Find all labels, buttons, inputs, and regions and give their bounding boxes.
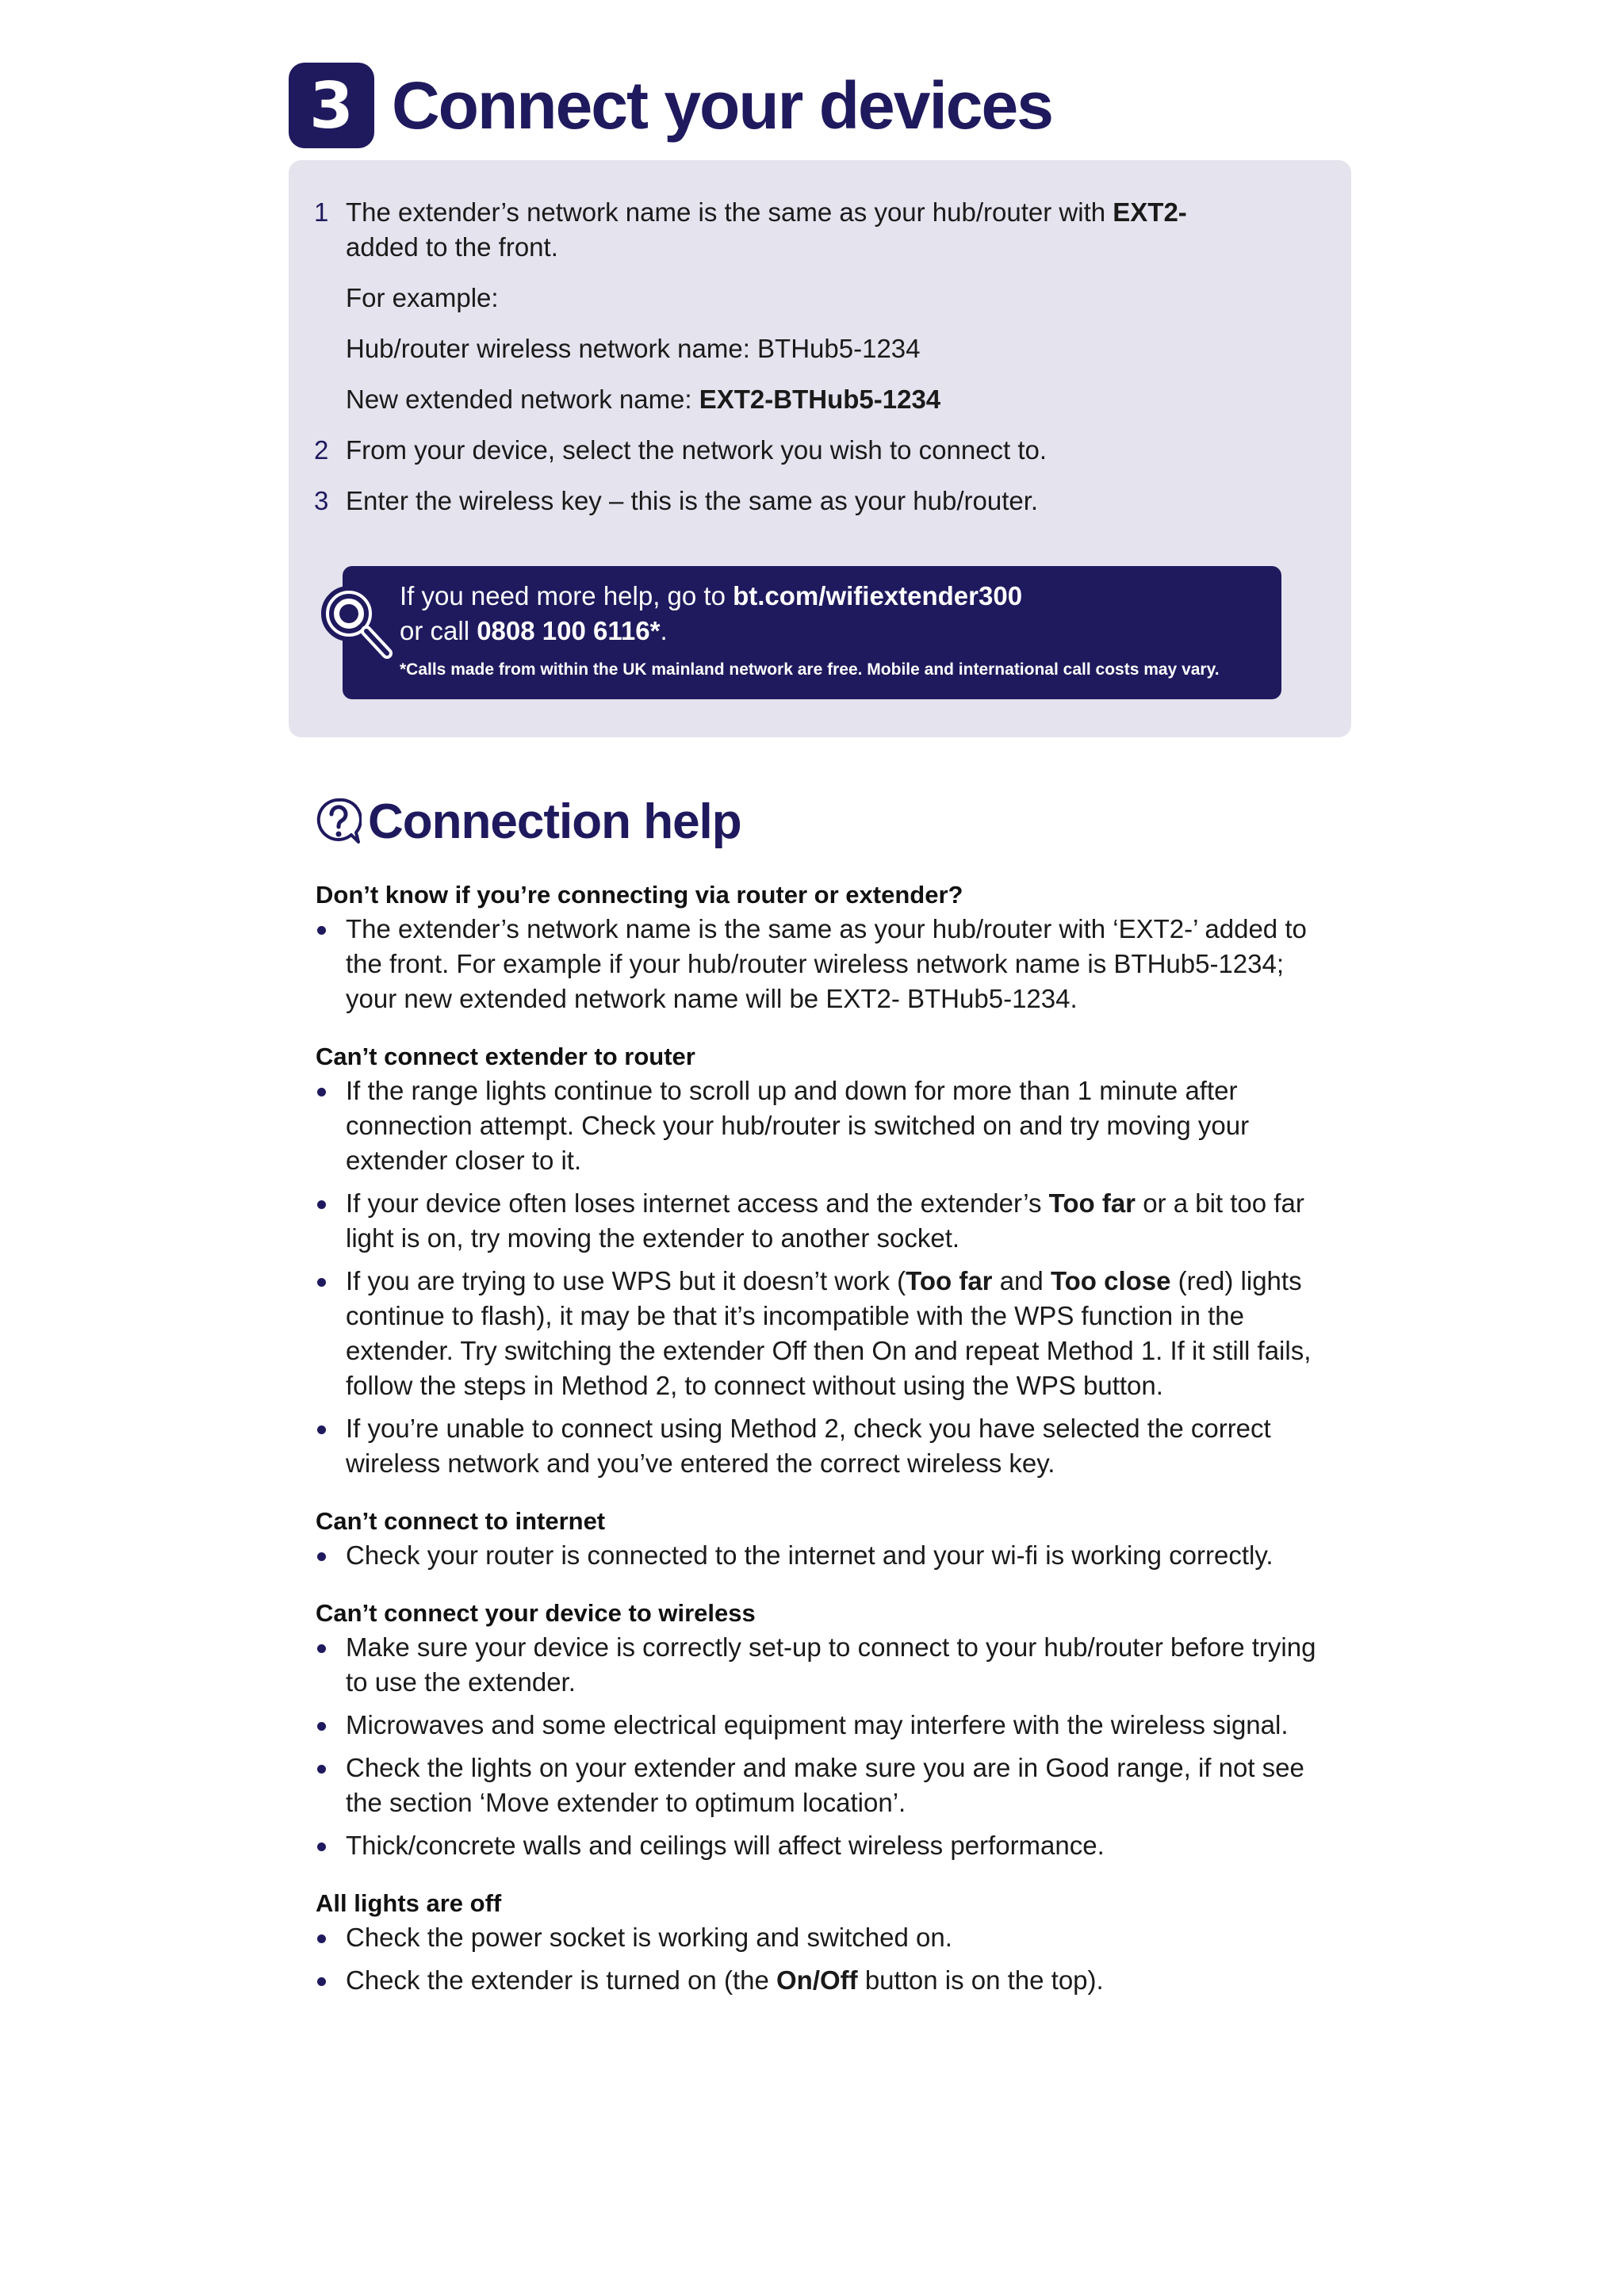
example-new-name — [346, 382, 1305, 417]
example-label: For example: — [346, 283, 499, 312]
step-number-badge: 3 — [289, 63, 374, 148]
bullet-text: or a bit too far light is on, try moving the extender to another socket. — [346, 1188, 1304, 1253]
page-title: Connect your devices — [392, 67, 1052, 143]
bullet-dot-icon — [317, 1200, 326, 1209]
help-line-url — [400, 579, 1264, 614]
bullet-dot-icon — [317, 1552, 326, 1561]
step-item-number: 3 — [314, 486, 329, 515]
bullet-text: button is on the top). — [857, 1965, 1104, 1995]
example-new-value: EXT2-BTHub5-1234 — [699, 385, 941, 414]
help-phone-number: 0808 100 6116* — [477, 616, 661, 645]
bullet-item — [316, 1411, 1339, 1481]
call-charges-note: *Calls made from within the UK mainland network are free. Mobile and international call costs may vary. — [400, 660, 1220, 679]
bullet-text: If you are trying to use WPS but it doesn’t work ( — [346, 1266, 906, 1295]
step-item-text: From your device, select the network you wish to connect to. — [346, 435, 1048, 465]
bullet-item — [316, 1920, 1339, 1955]
step-text-part: The extender’s network name is the same as your hub/router with — [346, 197, 1113, 227]
bullet-item — [316, 1538, 1339, 1573]
bullet-text: and — [992, 1266, 1051, 1295]
section-heading: All lights are off — [316, 1889, 502, 1917]
bullet-dot-icon — [317, 1977, 326, 1986]
bullet-text: Thick/concrete walls and ceilings will affect wireless performance. — [346, 1831, 1105, 1860]
bullet-text: If you’re unable to connect using Method 2, check you have selected the correct wireless network and you’ve entered the correct wireless key. — [346, 1414, 1271, 1478]
steps-list — [314, 195, 1305, 519]
bullet-dot-icon — [317, 1934, 326, 1943]
step-item-2 — [314, 433, 1305, 468]
bullet-text: Make sure your device is correctly set-up to connect to your hub/router before trying to use the extender. — [346, 1632, 1316, 1697]
magnifier-help-icon — [316, 580, 395, 660]
bullet-item — [316, 1828, 1339, 1863]
bullet-item — [316, 1963, 1339, 1998]
bullet-text-bold: Too far — [1048, 1188, 1136, 1218]
bullet-item — [316, 1630, 1339, 1700]
step-item-1 — [314, 195, 1305, 417]
example-new-label: New extended network name: — [346, 385, 699, 414]
bullet-dot-icon — [317, 1722, 326, 1731]
bullet-dot-icon — [317, 1765, 326, 1774]
step-text-part: added to the front. — [346, 232, 558, 262]
help-section — [316, 878, 1339, 1016]
bullet-dot-icon — [317, 1843, 326, 1851]
bullet-text: Microwaves and some electrical equipment may interfere with the wireless signal. — [346, 1710, 1289, 1739]
step-item-number: 2 — [314, 435, 329, 465]
step-item-3 — [314, 484, 1305, 519]
connection-help-title: Connection help — [368, 794, 741, 849]
section-heading: Can’t connect to internet — [316, 1507, 606, 1535]
bullet-item — [316, 1708, 1339, 1743]
step-text-bold: EXT2- — [1113, 197, 1187, 227]
bullet-dot-icon — [317, 926, 326, 935]
step-item-text: Enter the wireless key – this is the same as your hub/router. — [346, 486, 1039, 515]
bullet-text: If your device often loses internet access and the extender’s — [346, 1188, 1049, 1218]
bullet-text: Check your router is connected to the internet and your wi-fi is working correctly. — [346, 1540, 1274, 1570]
bullet-text-bold: Too close — [1050, 1266, 1171, 1295]
bullet-text: Check the lights on your extender and make sure you are in Good range, if not see the section ‘Move extender to optimum location’. — [346, 1753, 1304, 1817]
help-text-part: . — [660, 616, 668, 645]
example-hub-name: Hub/router wireless network name: BTHub5-1234 — [346, 334, 921, 363]
help-section — [316, 1887, 1339, 1998]
bullet-text: (red) lights continue to flash), it may be that it’s incompatible with the WPS function in the extender. Try switching the extender Off then On and repeat Method 1. If it still fails, follow the steps in Method 2, to connect without using the WPS button. — [346, 1266, 1312, 1400]
step-item-text — [346, 195, 1305, 265]
bullet-text-bold: On/Off — [776, 1965, 858, 1995]
bullet-text: If the range lights continue to scroll up and down for more than 1 minute after connection attempt. Check your hub/router is switched on and try moving your extender closer to it. — [346, 1076, 1250, 1175]
help-section — [316, 1040, 1339, 1481]
section-heading: Can’t connect your device to wireless — [316, 1599, 756, 1627]
bullet-text-bold: Too far — [906, 1266, 993, 1295]
step-header — [289, 62, 1052, 149]
connection-help-header — [316, 790, 741, 853]
connection-help-sections — [316, 878, 1339, 2022]
help-url-link[interactable]: bt.com/wifiextender300 — [733, 581, 1023, 610]
bullet-item — [316, 1186, 1339, 1256]
help-box — [343, 566, 1281, 699]
bullet-text: Check the extender is turned on (the — [346, 1965, 776, 1995]
bullet-item — [316, 912, 1339, 1016]
help-section — [316, 1505, 1339, 1573]
help-text-part: If you need more help, go to — [400, 581, 733, 610]
bullet-dot-icon — [317, 1644, 326, 1653]
bullet-text: Check the power socket is working and switched on. — [346, 1923, 952, 1952]
bullet-text: The extender’s network name is the same as your hub/router with ‘EXT2-’ added to the front. For example if your hub/router wireless network name is BTHub5-1234; your new extended network name will be EXT2- BTHub5-1234. — [346, 914, 1307, 1013]
help-line-phone — [400, 614, 1264, 649]
bullet-dot-icon — [317, 1425, 326, 1434]
help-section — [316, 1597, 1339, 1863]
bullet-item — [316, 1264, 1339, 1403]
help-text-part: or call — [400, 616, 477, 645]
bullet-item — [316, 1073, 1339, 1178]
steps-panel — [289, 160, 1351, 737]
bullet-item — [316, 1751, 1339, 1820]
question-circle-icon — [316, 797, 362, 846]
help-text — [400, 579, 1264, 682]
section-heading: Can’t connect extender to router — [316, 1043, 695, 1070]
bullet-dot-icon — [317, 1088, 326, 1096]
section-heading: Don’t know if you’re connecting via router or extender? — [316, 881, 963, 909]
bullet-dot-icon — [317, 1278, 326, 1287]
step-item-number: 1 — [314, 197, 329, 227]
